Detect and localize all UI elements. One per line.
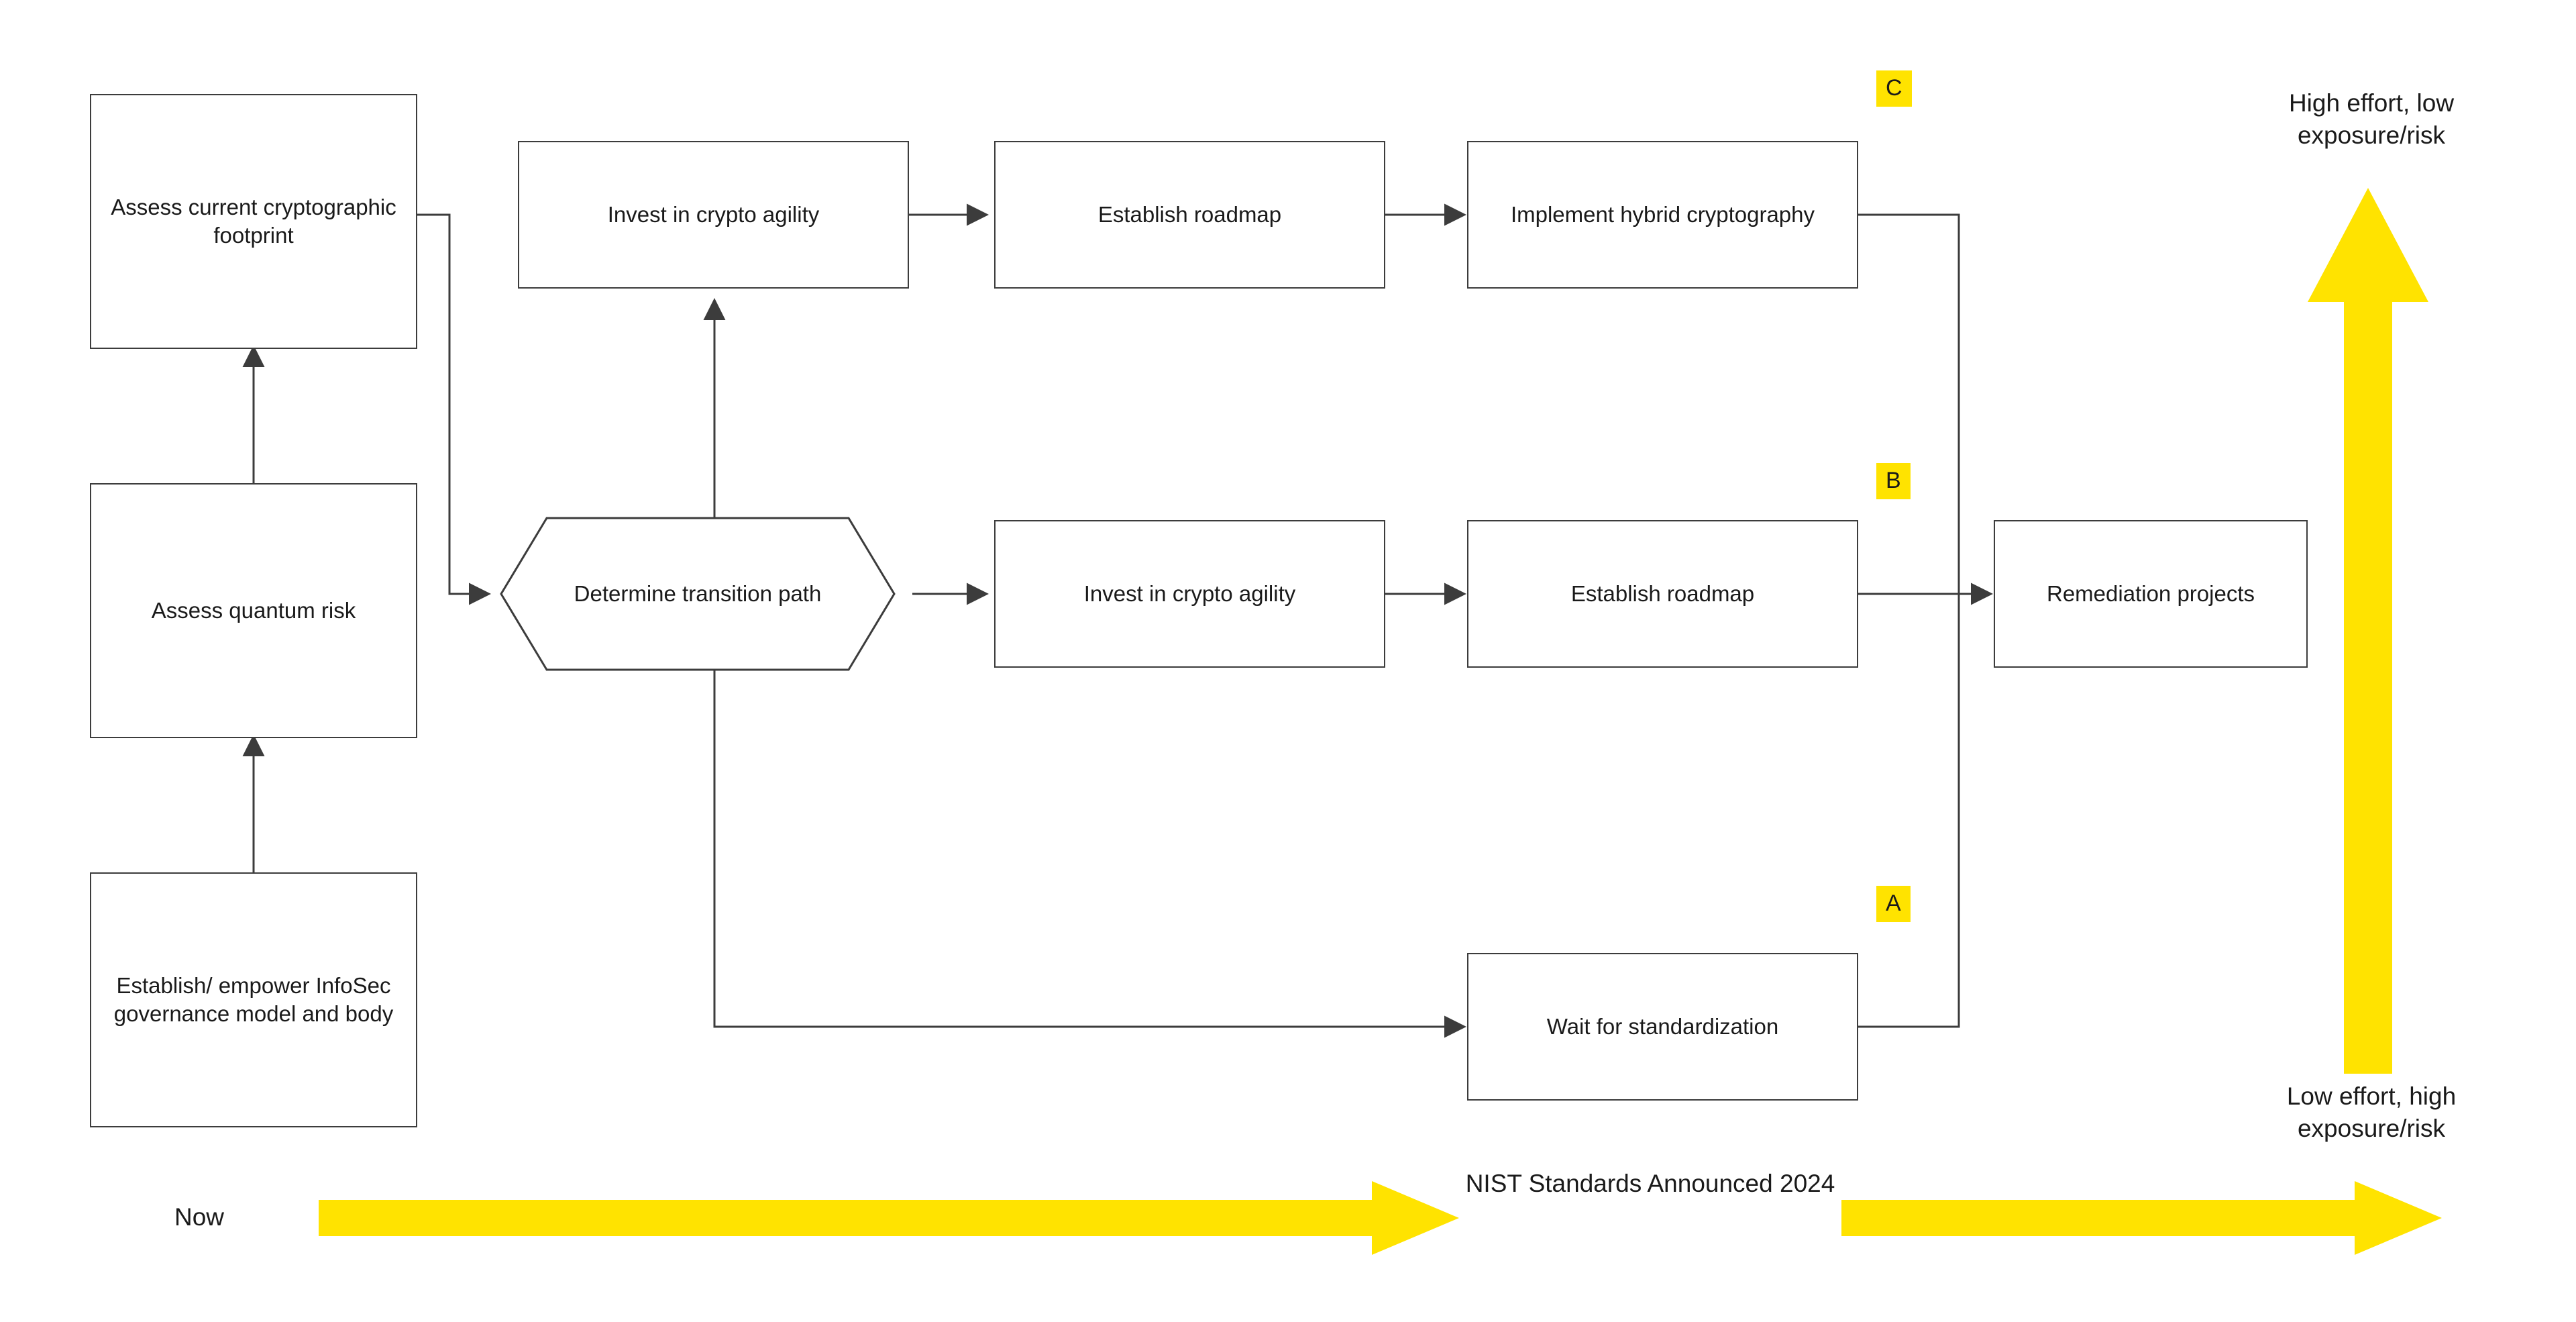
- node-label: Remediation projects: [2047, 580, 2255, 606]
- timeline-arrow-left: [319, 1181, 1459, 1255]
- axis-label-low-effort: [2220, 1080, 2522, 1145]
- path-tag-a: [1876, 886, 1911, 922]
- node-label: Invest in crypto agility: [1083, 580, 1296, 606]
- node-hybrid-crypto[interactable]: [1467, 141, 1858, 289]
- axis-label-text: Low effort, high exposure/risk: [2286, 1082, 2457, 1143]
- axis-label-high-effort: [2220, 87, 2522, 152]
- node-label: Establish roadmap: [1570, 580, 1755, 606]
- node-label: Establish/ empower InfoSec governance model and body: [113, 972, 394, 1026]
- timeline-start-label: [174, 1201, 302, 1233]
- node-determine-path[interactable]: [500, 517, 896, 671]
- node-invest-agility-top[interactable]: [518, 141, 909, 289]
- node-roadmap-top[interactable]: [994, 141, 1385, 289]
- node-assess-footprint[interactable]: [90, 94, 417, 349]
- timeline-milestone-text: NIST Standards Announced 2024: [1465, 1170, 1835, 1197]
- path-tag-c: [1876, 70, 1912, 107]
- path-tag-b: [1876, 463, 1911, 499]
- node-label: Implement hybrid cryptography: [1510, 201, 1815, 227]
- node-label: Invest in crypto agility: [607, 201, 820, 227]
- path-tag-label: C: [1886, 75, 1902, 101]
- path-tag-label: A: [1886, 891, 1901, 916]
- node-wait-standardization[interactable]: [1467, 953, 1858, 1101]
- node-label: Assess quantum risk: [151, 597, 356, 623]
- axis-label-text: High effort, low exposure/risk: [2288, 89, 2455, 150]
- node-roadmap-mid[interactable]: [1467, 520, 1858, 668]
- timeline-start-text: Now: [174, 1203, 225, 1231]
- node-governance[interactable]: [90, 872, 417, 1127]
- node-label: Wait for standardization: [1546, 1013, 1779, 1039]
- node-invest-agility-mid[interactable]: [994, 520, 1385, 668]
- path-tag-label: B: [1886, 468, 1901, 493]
- node-remediation[interactable]: [1994, 520, 2308, 668]
- node-label: Establish roadmap: [1097, 201, 1282, 227]
- node-assess-quantum-risk[interactable]: [90, 483, 417, 738]
- timeline-milestone-label: [1462, 1168, 1838, 1200]
- node-label: Assess current cryptographic footprint: [111, 194, 396, 248]
- node-label: Determine transition path: [574, 580, 822, 606]
- timeline-arrow-right: [1841, 1181, 2442, 1255]
- effort-axis-arrow: [2308, 188, 2428, 1074]
